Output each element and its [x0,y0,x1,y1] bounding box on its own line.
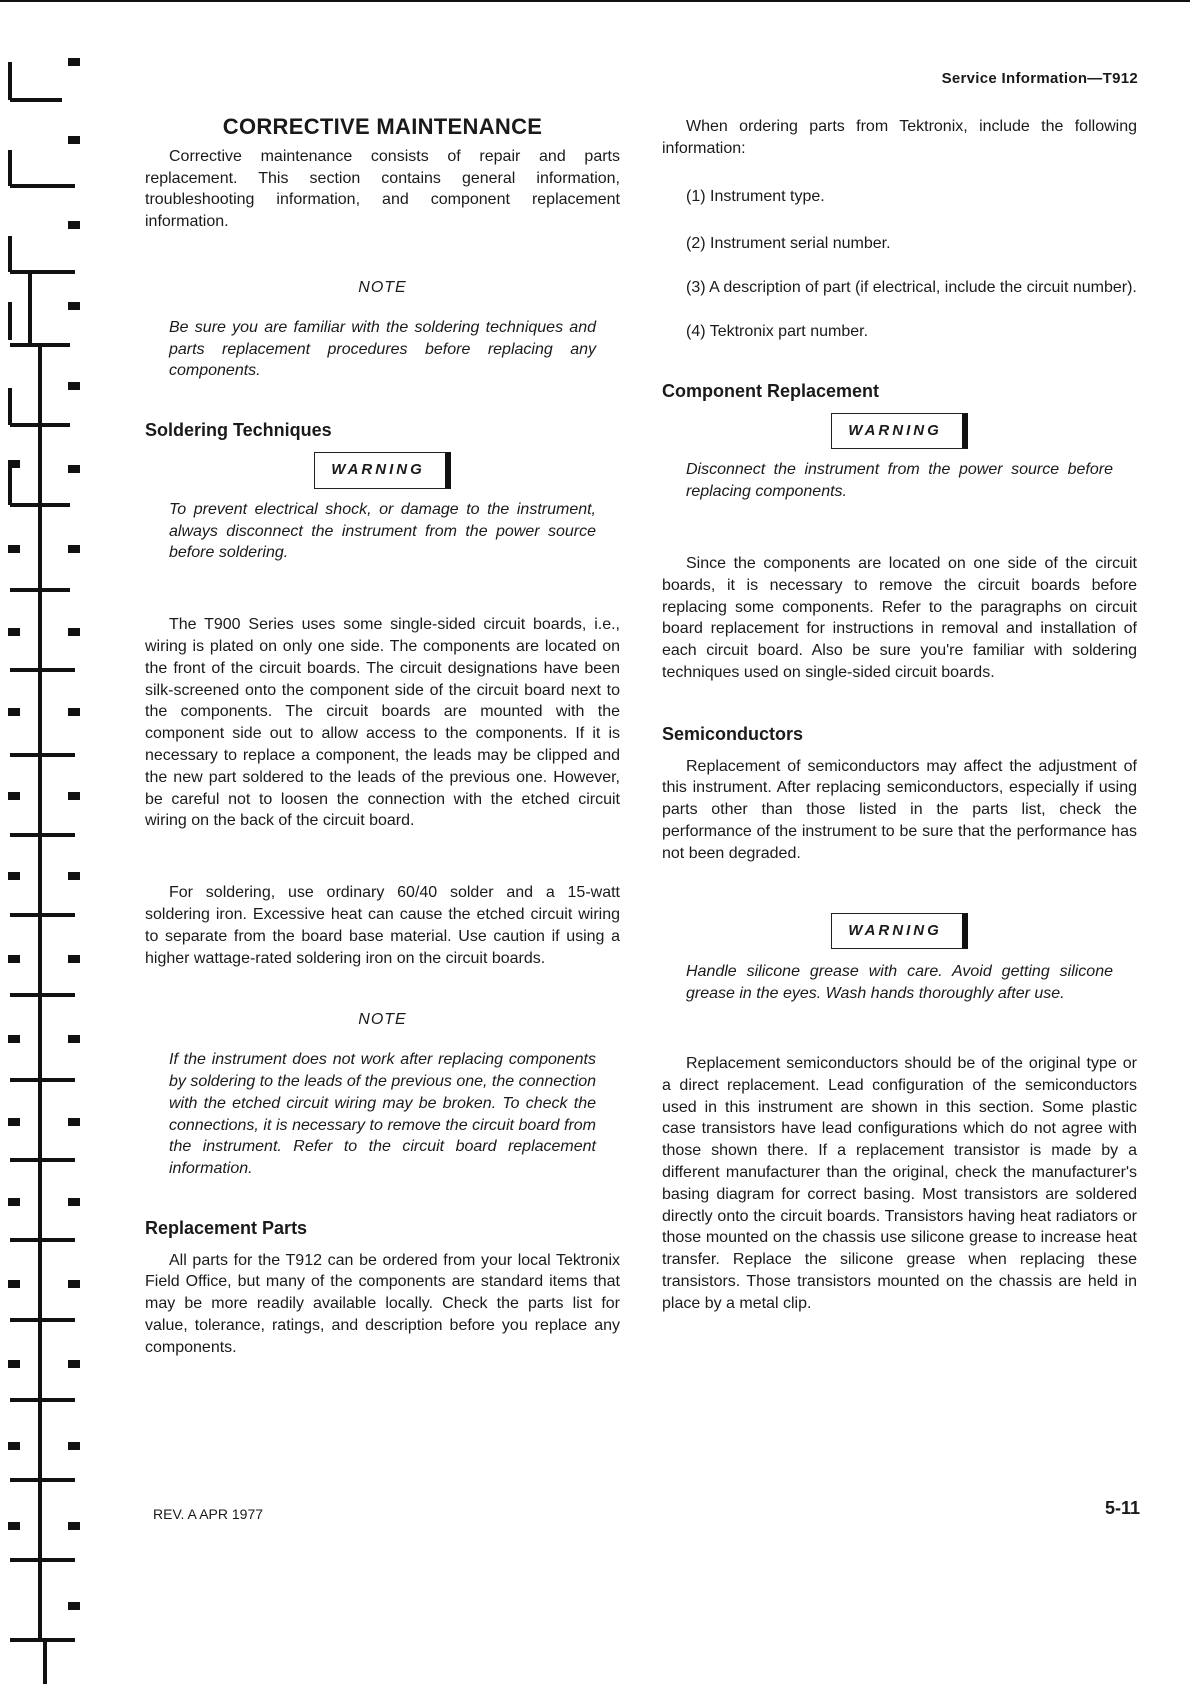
note-text: If the instrument does not work after replacing components by soldering to the leads of the previous one, the connection with the etched circuit wiring may be broken. To check the connections, it is necessary to remove the circuit board from the instrument. Refer to the circuit board replacement information. [169,1051,596,1178]
soldering-paragraph-1: The T900 Series uses some single-sided circuit boards, i.e., wiring is plated on only one side. The components are located on the front of the circuit boards. The circuit designations have been silk-screened onto the component side of the circuit board next to the components. The circuit boards are mounted with the component side out to allow access to the components. If it is necessary to replace a component, the leads may be clipped and the new part soldered to the leads of the previous one. However, be careful not to loosen the connection with the etched circuit wiring on the back of the circuit board. [145,616,620,830]
ordering-item: (3) A description of part (if electrical, include the circuit number). [686,279,1137,297]
ordering-item: (2) Instrument serial number. [686,235,891,253]
section-title: CORRECTIVE MAINTENANCE [222,114,543,139]
semiconductors-paragraph-2: Replacement semiconductors should be of the original type or a direct replacement. Lead configuration of the semiconductors used in this instrument are shown in this section. Some plastic case transistors have lead configurations which do not agree with those shown there. If a replacement transistor is made by a different manufacturer than the original, check the manufacturer's basing diagram for correct basing. Most transistors are soldered directly onto the circuit boards. Transistors having heat radiators or those mounted on the chassis use silicone grease to increase heat transfer. Replace the silicone grease when replacing these transistors. Those transistors mounted on the chassis are held in place by a metal clip. [662,1054,1137,1312]
running-head: Service Information—T912 [941,70,1138,87]
warning-text: To prevent electrical shock, or damage to the instrument, always disconnect the instrument from the power source before soldering. [169,500,596,562]
note-label: NOTE [358,278,407,296]
semiconductors-heading: Semiconductors [662,723,804,744]
top-edge-line [0,0,1190,2]
revision-footer: REV. A APR 1977 [153,1506,264,1522]
ordering-item: (4) Tektronix part number. [686,322,869,340]
binding-edge-marks [0,0,100,1684]
right-column [662,116,1137,1314]
replacement-parts-paragraph: All parts for the T912 can be ordered from your local Tektronix Field Office, but many of the components are standard items that may be more readily available locally. Check the parts list for value, tolerance, ratings, and description before you replace any components. [145,1251,620,1356]
ordering-intro: When ordering parts from Tektronix, include the following information: [662,118,1137,157]
warning-text: Disconnect the instrument from the power source before replacing components. [686,461,1113,501]
component-replacement-paragraph: Since the components are located on one side of the circuit boards, it is necessary to remove the circuit boards before replacing some components. Refer to the paragraphs on circuit board replacement for instructions in removal and installation of each circuit board. Also be sure you're familiar with soldering techniques used on single-sided circuit boards. [662,554,1137,681]
soldering-paragraph-2: For soldering, use ordinary 60/40 solder and a 15-watt soldering iron. Excessive heat can cause the etched circuit wiring to separate from the board base material. Use caution if using a higher wattage-rated soldering iron on the circuit boards. [145,884,620,967]
ordering-item: (1) Instrument type. [686,187,825,205]
warning-box: WARNING [831,913,968,950]
note-label: NOTE [358,1011,407,1029]
warning-box: WARNING [314,452,451,489]
note-text: Be sure you are familiar with the soldering techniques and parts replacement procedures before replacing any components. [169,318,596,380]
left-column [145,116,620,1359]
replacement-parts-heading: Replacement Parts [145,1217,308,1238]
intro-paragraph: Corrective maintenance consists of repair and parts replacement. This section contains general information, troubleshooting information, and component replacement information. [145,147,620,231]
soldering-heading: Soldering Techniques [145,420,332,441]
semiconductors-paragraph-1: Replacement of semiconductors may affect the adjustment of this instrument. After replacing semiconductors, especially if using parts other than those listed in the parts list, check the performance of the instrument to be sure that the performance has not been degraded. [662,757,1137,862]
warning-box: WARNING [831,413,968,450]
page-number: 5-11 [1104,1498,1140,1518]
component-replacement-heading: Component Replacement [662,380,880,401]
warning-text: Handle silicone grease with care. Avoid getting silicone grease in the eyes. Wash hands thoroughly after use. [686,963,1113,1003]
